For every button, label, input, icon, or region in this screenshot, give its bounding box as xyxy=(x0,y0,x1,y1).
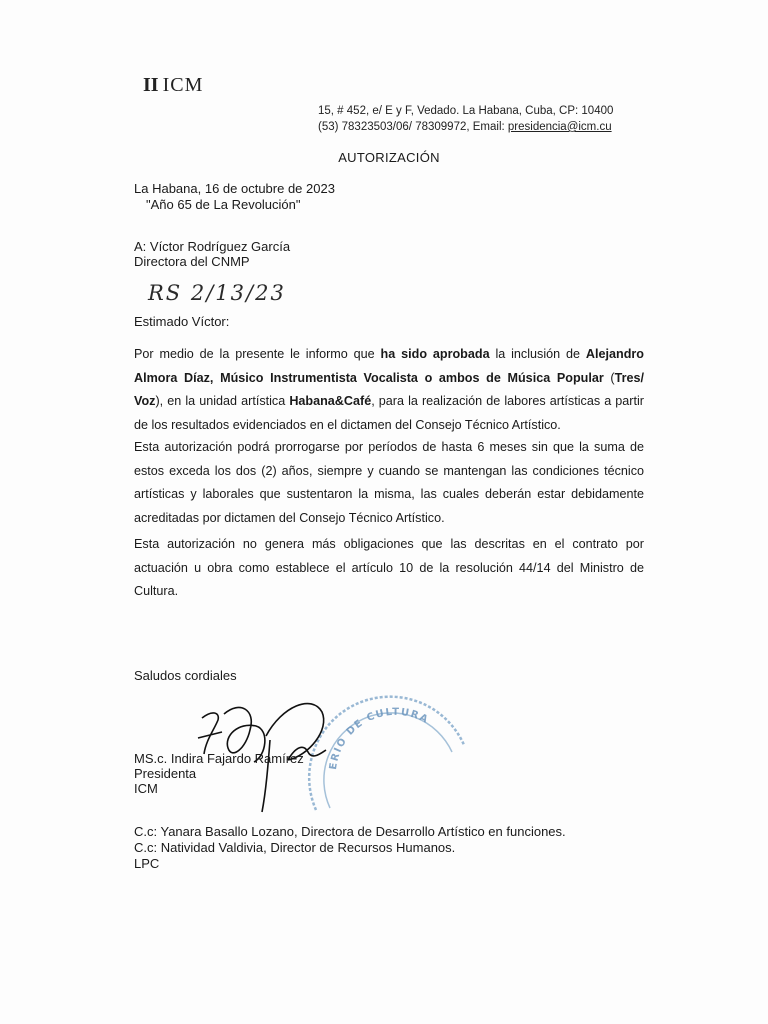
signatory-title: Presidenta xyxy=(134,766,197,781)
greeting: Estimado Víctor: xyxy=(134,314,230,329)
phone-and-email-label: (53) 78323503/06/ 78309972, Email: xyxy=(318,121,508,133)
icm-logo xyxy=(143,74,203,97)
cc-line-2: C.c: Natividad Valdivia, Director de Recursos Humanos. xyxy=(134,840,456,855)
recipient-name: A: Víctor Rodríguez García xyxy=(134,239,291,254)
address-line-1: 15, # 452, e/ E y F, Vedado. La Habana, Cuba, CP: 10400 xyxy=(318,105,614,117)
address-line-2 xyxy=(318,121,612,133)
recipient-role: Directora del CNMP xyxy=(134,254,250,269)
body-paragraph-3: Esta autorización no genera más obligaciones que las descritas en el contrato por actuación u obra como establece el artículo 10 de la resolución 44/14 del Ministro de Cultura. xyxy=(134,537,644,598)
body-paragraph-1: Por medio de la presente le informo que ha sido aprobada la inclusión de Alejandro Almora Díaz, Músico Instrumentista Vocalista o ambos de Música Popular (Tres/ Voz), en la unidad artística Habana&Café, para la realización de labores artísticas a partir de los resultados evidenciados en el dictamen del Consejo Técnico Artístico. xyxy=(134,347,644,432)
logo-text: ICM xyxy=(162,74,204,96)
logo-bars: II xyxy=(143,74,159,96)
year-motto: "Año 65 de La Revolución" xyxy=(146,197,301,212)
signatory-name: MS.c. Indira Fajardo Ramírez xyxy=(134,751,304,766)
stamp-text: ERIO DE CULTURA xyxy=(327,706,431,771)
email-link[interactable]: presidencia@icm.cu xyxy=(507,121,612,133)
cc-line-1: C.c: Yanara Basallo Lozano, Directora de Desarrollo Artístico en funciones. xyxy=(134,824,566,839)
document-title: AUTORIZACIÓN xyxy=(338,150,440,165)
date-line: La Habana, 16 de octubre de 2023 xyxy=(134,181,335,196)
signatory-org: ICM xyxy=(134,781,158,796)
initials: LPC xyxy=(134,856,160,871)
handwritten-note: RS 2/13/23 xyxy=(148,281,286,305)
closing: Saludos cordiales xyxy=(134,668,237,683)
body-paragraph-2: Esta autorización podrá prorrogarse por períodos de hasta 6 meses sin que la suma de estos exceda los dos (2) años, siempre y cuando se mantengan las condiciones técnico artísticas y laborales que sustentaron la misma, las cuales deberán estar debidamente acreditadas por dictamen del Consejo Técnico Artístico. xyxy=(134,440,644,525)
